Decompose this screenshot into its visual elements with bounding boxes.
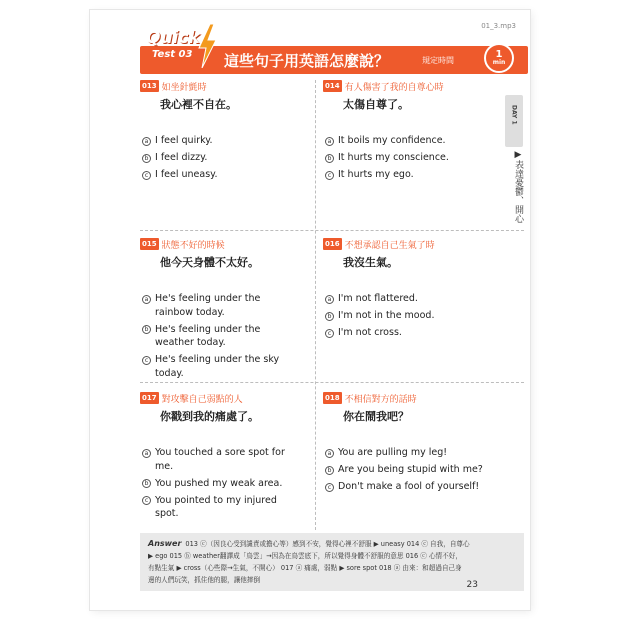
option-mark: a [325,449,334,458]
option-text: He's feeling under the rainbow today. [155,293,261,318]
option-c[interactable] [325,326,523,340]
question-tag [140,392,300,404]
chinese-sentence: 他今天身體不太好。 [160,256,259,269]
option-text: He's feeling under the sky today. [155,354,280,379]
option-mark: b [142,154,151,163]
timer-badge [484,43,514,73]
option-b[interactable] [325,309,523,323]
timer-unit: min [492,59,506,66]
option-mark: b [142,325,151,334]
option-a[interactable] [325,446,523,460]
lightning-icon [196,24,218,68]
option-text: He's feeling under the weather today. [155,323,261,348]
option-mark: c [325,329,334,338]
question-016 [323,238,523,343]
option-c[interactable] [142,168,310,182]
question-tag [140,80,310,92]
option-text: You pushed my weak area. [155,477,283,489]
question-tag [323,80,523,92]
option-a[interactable] [325,292,523,306]
option-text: I feel dizzy. [155,152,208,163]
answer-title: Answer [148,539,182,548]
timer-value: 1 [495,49,503,60]
day-tab-label: DAY 1 [510,105,518,125]
option-text: I'm not cross. [338,327,402,338]
option-a[interactable] [142,446,300,473]
chapter-side-label: ▶表達憂鬱、開心 [513,150,523,223]
option-text: Are you being stupid with me? [338,464,483,475]
chinese-sentence: 你戳到我的痛處了。 [160,410,259,423]
option-b[interactable] [142,477,300,491]
question-017 [140,392,300,524]
chinese-sentence: 你在鬧我吧？ [343,410,409,423]
question-014 [323,80,523,185]
question-number: 017 [142,394,157,402]
option-text: It boils my confidence. [338,135,446,146]
question-tag [140,238,290,250]
option-b[interactable] [142,151,310,165]
option-text: I feel uneasy. [155,169,218,180]
chinese-sentence: 太傷自尊了。 [343,98,409,111]
option-c[interactable] [142,353,290,380]
question-015 [140,238,290,384]
option-mark: a [142,449,151,458]
question-number: 014 [325,82,340,90]
answer-text: 013 ⓒ（因良心受到譴責或擔心等）感到不安，覺得心裡不舒服 ▶ uneasy 014 ⓒ 自我，自尊心 [185,540,470,548]
option-list [142,292,290,380]
option-mark: a [325,137,334,146]
option-text: Don't make a fool of yourself! [338,481,480,492]
quick-test-header [140,28,528,74]
question-number: 015 [142,240,157,248]
time-limit-label: 規定時間 [422,56,454,65]
question-context: 如坐針氈時 [161,82,207,93]
question-number: 018 [325,394,340,402]
option-a[interactable] [142,292,290,319]
option-list [325,134,523,182]
option-mark: a [325,295,334,304]
option-text: You pointed to my injured spot. [155,494,277,519]
option-mark: a [142,137,151,146]
option-mark: b [142,479,151,488]
question-context: 狀態不好的時候 [161,240,225,251]
option-mark: c [325,171,334,180]
question-context: 對攻擊自己弱點的人 [161,394,243,405]
option-mark: c [142,356,151,365]
option-mark: b [325,466,334,475]
option-list [142,446,300,521]
question-tag [323,392,523,404]
option-text: You touched a sore spot for me. [155,447,285,472]
option-c[interactable] [325,480,523,494]
option-text: I'm not flattered. [338,293,418,304]
option-mark: a [142,295,151,304]
question-context: 不想承認自己生氣了時 [344,240,435,251]
option-mark: c [142,496,151,505]
option-list [142,134,310,182]
question-grid [140,80,524,530]
book-page [90,10,530,610]
answer-line: 邊的人們玩笑，抓住他的腿，讓他摔倒 [148,576,261,584]
option-b[interactable] [325,463,523,477]
question-tag [323,238,523,250]
option-mark: c [325,483,334,492]
quick-word: Quick [146,28,200,48]
option-text: I feel quirky. [155,135,213,146]
option-mark: b [325,154,334,163]
option-list [325,446,523,494]
answer-line: ▶ ego 015 ⓑ weather翻譯成「鳥雲」→因為在鳥雲底下，所以覺得身體不舒服的意思 016 ⓒ 心情不好， [148,552,462,560]
option-text: You are pulling my leg! [338,447,448,458]
chinese-sentence: 我沒生氣。 [343,256,398,269]
option-a[interactable] [142,134,310,148]
option-text: I'm not in the mood. [338,310,435,321]
question-number: 013 [142,82,157,90]
option-b[interactable] [325,151,523,165]
audio-track-label: 01_3.mp3 [481,22,516,30]
question-018 [323,392,523,497]
option-text: It hurts my ego. [338,169,414,180]
question-context: 不相信對方的話時 [344,394,417,405]
page-number: 23 [466,580,478,590]
option-a[interactable] [325,134,523,148]
row-divider [140,230,524,231]
answer-line [148,538,516,550]
option-mark: c [142,171,151,180]
option-list [325,292,523,340]
answer-line: 有點生氣 ▶ cross（心些際→生氣，不開心） 017 ⓐ 痛處，弱點 ▶ sore spot 018 ⓐ 由來：和超過自己身 [148,564,462,572]
option-c[interactable] [325,168,523,182]
page-title: 這些句子用英語怎麼說？ [224,52,390,70]
option-c[interactable] [142,494,300,521]
column-divider [315,80,316,530]
question-number: 016 [325,240,340,248]
option-text: It hurts my conscience. [338,152,449,163]
chinese-sentence: 我心裡不自在。 [160,98,237,111]
question-context: 有人傷害了我的自尊心時 [344,82,444,93]
question-013 [140,80,310,185]
test-number: Test 03 [152,49,193,60]
option-mark: b [325,312,334,321]
option-b[interactable] [142,323,290,350]
